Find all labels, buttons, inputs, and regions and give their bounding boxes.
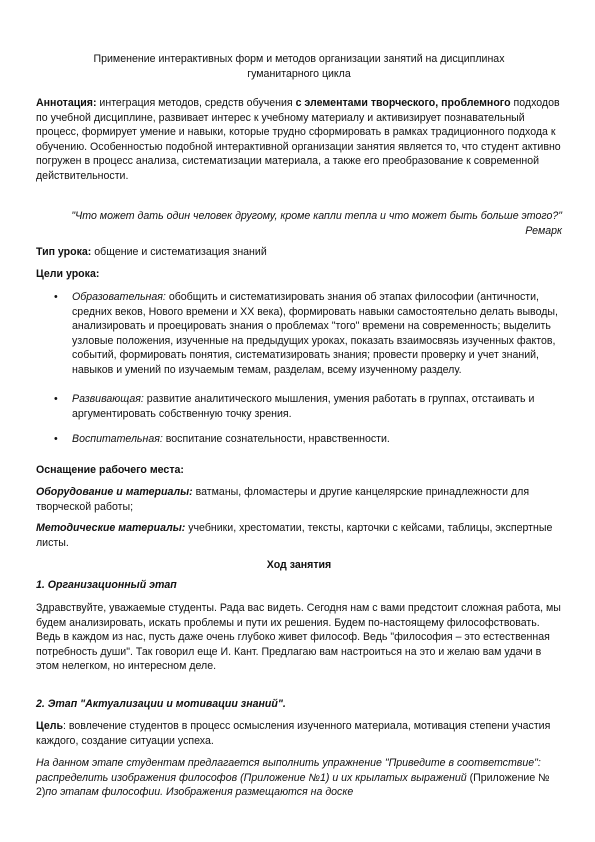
task-text-2: (Приложение № 2)	[36, 771, 550, 799]
goal-text: обобщить и систематизировать знания об этапах философии (античности, средних веков, Нового времени и ХХ века), формировать навыки самостоятельно делать выводы, анализировать и проецировать знания о проблемах "того" времени на современность; выделить узловые положения, изученные на предыдущих уроках, показать взаимосвязь изученных фактов, событий, формировать понятия, систематизировать знания; провести проверку и учет знаний, навыков и умений по изучаемым темам, разделам, всему изученному разделу.	[72, 291, 558, 376]
annotation-paragraph	[36, 96, 562, 184]
goal-item-educational	[72, 290, 562, 378]
bullet-marker: •	[54, 433, 58, 445]
annotation-text-2: подходов по учебной дисциплине, развивает интерес к учебному материалу и активизирует познавательный процесс, формирует умение и навыки, которые трудно сформировать в рамках традиционного подхода к обучению. Особенностью подобной интерактивной организации занятия является то, что студент активно погружен в процесс анализа, систематизации материала, а также его преобразование к современной действительности.	[36, 97, 561, 182]
task-text-1: На данном этапе студентам предлагается выполнить упражнение "Приведите в соответствие": распределить изображения философов (Приложение №1) и их крылатых выражений	[36, 757, 541, 784]
stage-2-task	[36, 756, 562, 800]
task-text-3: по этапам философии. Изображения размещаются на доске	[45, 786, 354, 799]
epigraph	[36, 209, 562, 238]
goal-label: Развивающая:	[72, 393, 144, 405]
annotation-text-1: интеграция методов, средств обучения	[96, 97, 296, 109]
methodical-text: учебники, хрестоматии, тексты, карточки с кейсами, таблицы, экспертные листы.	[36, 522, 553, 549]
title-line-1: Применение интерактивных форм и методов организации занятий на дисциплинах	[93, 53, 505, 65]
lesson-type-label: Тип урока:	[36, 246, 92, 258]
lesson-type	[36, 245, 562, 260]
lesson-type-value: общение и систематизация знаний	[91, 246, 267, 258]
goal-label: Цель	[36, 720, 64, 732]
materials-text: ватманы, фломастеры и другие канцелярские принадлежности для творческой работы;	[36, 486, 530, 513]
equipment-methodical	[36, 521, 562, 550]
goal-item-upbringing	[72, 432, 562, 447]
goals-heading: Цели урока:	[36, 268, 100, 280]
bullet-marker: •	[54, 393, 58, 405]
goal-item-developing	[72, 392, 562, 421]
goal-label: Образовательная:	[72, 291, 166, 303]
stage-2-title: 2. Этап "Актуализации и мотивации знаний".	[36, 698, 286, 710]
annotation-label: Аннотация:	[36, 97, 97, 109]
stage-1-text: Здравствуйте, уважаемые студенты. Рада вас видеть. Сегодня нам с вами предстоит сложная работа, мы будем анализировать, искать проблемы и пути их решения. Будем по-настоящему философствовать. Ведь в каждом из нас, пусть даже очень глубоко живет философ. Ведь "философия – это естественная потребность души". Так говорил еще И. Кант. Предлагаю вам настроиться на это и желаю вам удачи в этом нелегком, но интересном деле.	[36, 602, 561, 673]
epigraph-quote: "Что может дать один человек другому, кроме капли тепла и что может быть больше этого?"	[71, 210, 562, 222]
materials-label: Оборудование и материалы:	[36, 486, 193, 498]
equipment-heading: Оснащение рабочего места:	[36, 464, 184, 476]
bullet-marker: •	[54, 291, 58, 303]
stage-1-title: 1. Организационный этап	[36, 579, 177, 591]
document-title	[36, 52, 562, 81]
annotation-bold-text: с элементами творческого, проблемного	[295, 97, 511, 109]
goal-text: воспитание сознательности, нравственности.	[162, 433, 390, 445]
epigraph-author: Ремарк	[525, 224, 562, 237]
title-line-2: гуманитарного цикла	[247, 67, 351, 80]
methodical-label: Методические материалы:	[36, 522, 186, 534]
goal-label: Воспитательная:	[72, 433, 163, 445]
stage-2-goal	[36, 719, 562, 748]
goal-text: : вовлечение студентов в процесс осмысления изученного материала, мотивация степени участия каждого, создание ситуации успеха.	[36, 720, 551, 747]
equipment-materials	[36, 485, 562, 514]
goal-text: развитие аналитического мышления, умения работать в группах, отстаивать и аргументировать собственную точку зрения.	[72, 393, 535, 420]
course-heading: Ход занятия	[266, 559, 332, 571]
